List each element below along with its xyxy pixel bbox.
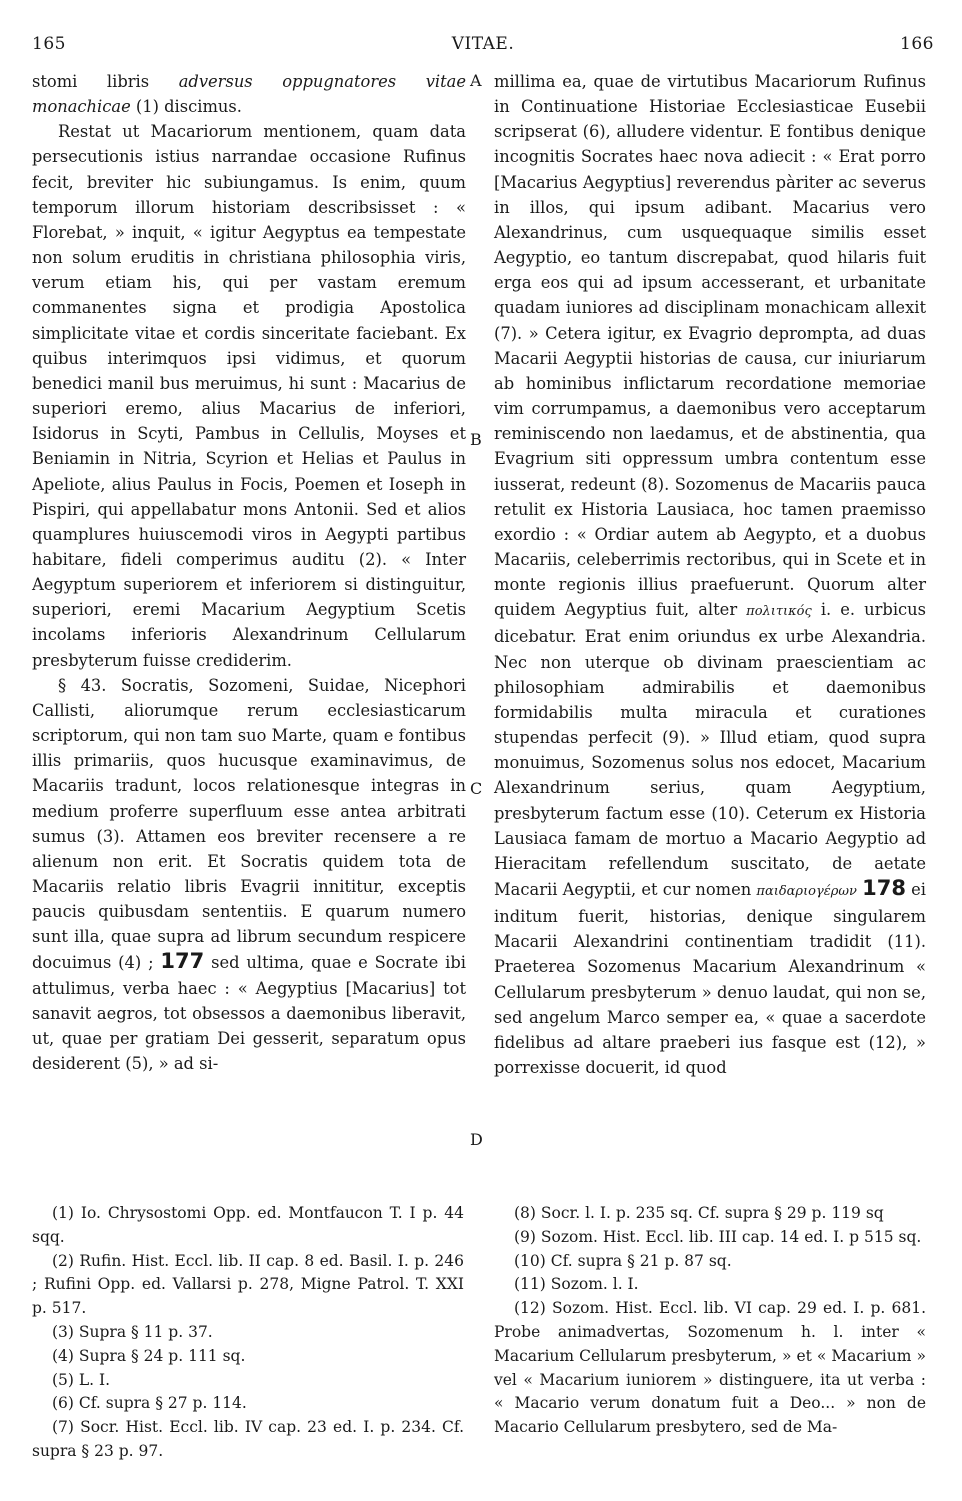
paragraph-socrates-sozomenus <box>494 69 926 1080</box>
footnote: (2) Rufin. Hist. Eccl. lib. II cap. 8 ed. Basil. I. p. 246 ; Rufini Opp. ed. Vallarsi p. 278, Migne Patrol. T. XXI p. 517. <box>32 1251 464 1318</box>
margin-marker-b: B <box>470 430 482 449</box>
text-run: millima ea, quae de virtutibus Macariorum Rufinus in Continuatione Historiae Ecclesiasticae Eusebii scripserat (6), alludere videntur. E fontibus denique incognitis Socrates haec nova adiecit : « Erat porro [Macarius Aegyptius] reverendus pàriter ac severus in illos, qui ipsum adibant. Macarius vero Alexandrinus, cum usquequaque similis esset Aegyptio, eo tantum discrepabat, quod hilaris fuit erga eos qui ad ipsum accesserant, et urbanitate quadam iuniores ad disciplinam monachicam allexit (7). » Cetera igitur, ex Evagrio deprompta, ad duas Macarii Aegyptii historias de causa, cur iniuriarum ab hominibus inflictarum recordatione memoriae vim corrumpamus, a daemonibus vero acceptarum reminiscendo non laedamus, et de abstinentia, qua Evagrium siti oppressum umbra contentum esse iusserat, redeunt (8). Sozomenus de Macariis pauca retulit ex Historia Lausiaca, hoc tamen praemisso exordio : « Ordiar autem ab Aegypto, et a duobus Macariis, celeberrimis rectoribus, qui in Scete et in monte regionis illius praefuerunt. Quorum alter quidem Aegyptius fuit, alter <box>494 72 926 620</box>
left-text-column <box>32 69 466 1076</box>
marginal-folio-number: 178 <box>862 876 906 900</box>
margin-marker-d: D <box>470 1130 483 1149</box>
footnote: (8) Socr. l. I. p. 235 sq. Cf. supra § 29 p. 119 sq <box>514 1204 884 1222</box>
text-run: stomi libris <box>32 72 179 91</box>
italic-title: adversus oppugnatores vitae monachicae <box>32 72 466 117</box>
paragraph-rufinus: Restat ut Macariorum mentionem, quam data persecutionis istius narrandae occasione Rufinus fecit, breviter hic subiungamus. Is enim, quum temporum illorum historiam describsisset : « Florebat, » inquit, « igitur Aegyptus ea tempestate non solum eruditis in christiana philosophia viris, verum etiam his, qui per vastam eremum commanentes signa et prodigia Apostolica simplicitate vitae et cordis sinceritate faciebant. Ex quibus interimquos ipsi vidimus, et quorum benedici manil bus meruimus, hi sunt : Macarius de superiori eremo, alius Macarius de inferiori, Isidorus in Scyti, Pambus in Cellulis, Moyses et Beniamin in Nitria, Scyrion et Helias et Paulus in Apeliote, alius Paulus in Focis, Poemen et Ioseph in Pispiri, qui appellabatur mons Antonii. Sed et alios quamplures huiuscemodi viros in Aegypti partibus habitare, fideli comperimus auditu (2). « Inter Aegyptum superiorem et inferiorem si distinguitur, superiori, eremi Macarium Aegyptium Scetis incolams inferioris Alexandrinum Cellularum presbyterum fuisse crediderim. <box>32 122 466 670</box>
greek-word: παιδαριογέρων <box>756 884 857 899</box>
right-page-number: 166 <box>900 34 934 54</box>
left-page-number: 165 <box>32 34 66 54</box>
footnote: (12) Sozom. Hist. Eccl. lib. VI cap. 29 ed. I. p. 681. Probe animadvertas, Sozomenum h. l. inter « Macarium Cellularum presbyterum, » et « Macarium » vel « Macarium iuniorem » distinguere, ita ut verba : « Macario verum donatum fuit a Deo... » non de Macario Cellularum presbytero, sed de Ma- <box>494 1299 926 1437</box>
footnote: (10) Cf. supra § 21 p. 87 sq. <box>514 1251 732 1270</box>
right-text-column <box>494 69 926 1080</box>
footnote: (6) Cf. supra § 27 p. 114. <box>52 1394 247 1413</box>
footnote: (5) L. I. <box>52 1370 111 1389</box>
footnote: (11) Sozom. l. I. <box>514 1275 639 1294</box>
footnote: (7) Socr. Hist. Eccl. lib. IV cap. 23 ed. I. p. 234. Cf. supra § 23 p. 97. <box>32 1418 464 1460</box>
paragraph-continuation <box>32 69 466 119</box>
paragraph-section-43 <box>32 673 466 1077</box>
running-header <box>32 34 934 58</box>
footnote: (9) Sozom. Hist. Eccl. lib. III cap. 14 ed. I. p 515 sq. <box>514 1227 922 1246</box>
footnotes-left <box>32 1202 464 1464</box>
text-run: sed ultima, quae e Socrate ibi attulimus, verba haec : « Aegyptius [Macarius] tot sanavit aegros, tot obsessos a daemonibus liberavit, ut, quae per gratiam Dei gesserit, separatum opus desiderent (5), » ad si- <box>32 953 466 1074</box>
margin-marker-c: C <box>470 779 483 798</box>
marginal-folio-number: 177 <box>160 949 205 974</box>
footnote: (4) Supra § 24 p. 111 sq. <box>52 1346 246 1365</box>
text-run: (1) discimus. <box>130 97 242 117</box>
footnotes-right <box>494 1202 926 1440</box>
text-run: § 43. Socratis, Sozomeni, Suidae, Nicephori Callisti, aliorumque rerum ecclesiasticarum scriptorum, qui non tam suo Marte, quam e fontibus illis primariis, quos hucusque examinavimus, de Macariis tradunt, locos relationesque integras in medium proferre superfluum esse antea arbitrati sumus (3). Attamen eos breviter recensere a re alienum non erit. Et Socratis quidem tota de Macariis relatio libris Evagrii innititur, exceptis paucis quibusdam sententiis. E quarum numero sunt illa, quae supra ad librum secundum respicere docuimus (4) ; <box>32 675 466 973</box>
margin-marker-a: A <box>470 71 482 90</box>
footnote: (1) Io. Chrysostomi Opp. ed. Montfaucon T. I p. 44 sqq. <box>32 1204 464 1246</box>
text-run: ei inditum fuerit, historias, denique singularem Macarii Alexandrini continentiam tradidit (11). Praeterea Sozomenus Macarium Alexandrinum « Cellularum presbyterum » denuo laudat, qui non se, sed angelum Marco semper ea, « quae a sacerdote fidelibus ad altare praeberi ius fasque est (12), » porrexisse docuerit, id quod <box>494 880 926 1078</box>
text-run: i. e. urbicus dicebatur. Erat enim oriundus ex urbe Alexandria. Nec non uterque ob divinam praescientiam ac philosophiam admirabilis et daemonibus formidabilis multa miracula et curationes stupendas perfecit (9). » Illud etiam, quod supra monuimus, Sozomenus solus nos edocet, Macarium Alexandrinum serius, quam Aegyptium, presbyterum factum esse (10). Ceterum ex Historia Lausiaca famam de mortuo a Macario Aegyptio ad Hieracitam refellendum suscitato, de aetate Macarii Aegyptii, et cur nomen <box>494 600 926 899</box>
greek-word: πολιτικός <box>746 604 812 620</box>
footnote: (3) Supra § 11 p. 37. <box>52 1322 213 1341</box>
running-title: VITAE. <box>451 34 515 54</box>
